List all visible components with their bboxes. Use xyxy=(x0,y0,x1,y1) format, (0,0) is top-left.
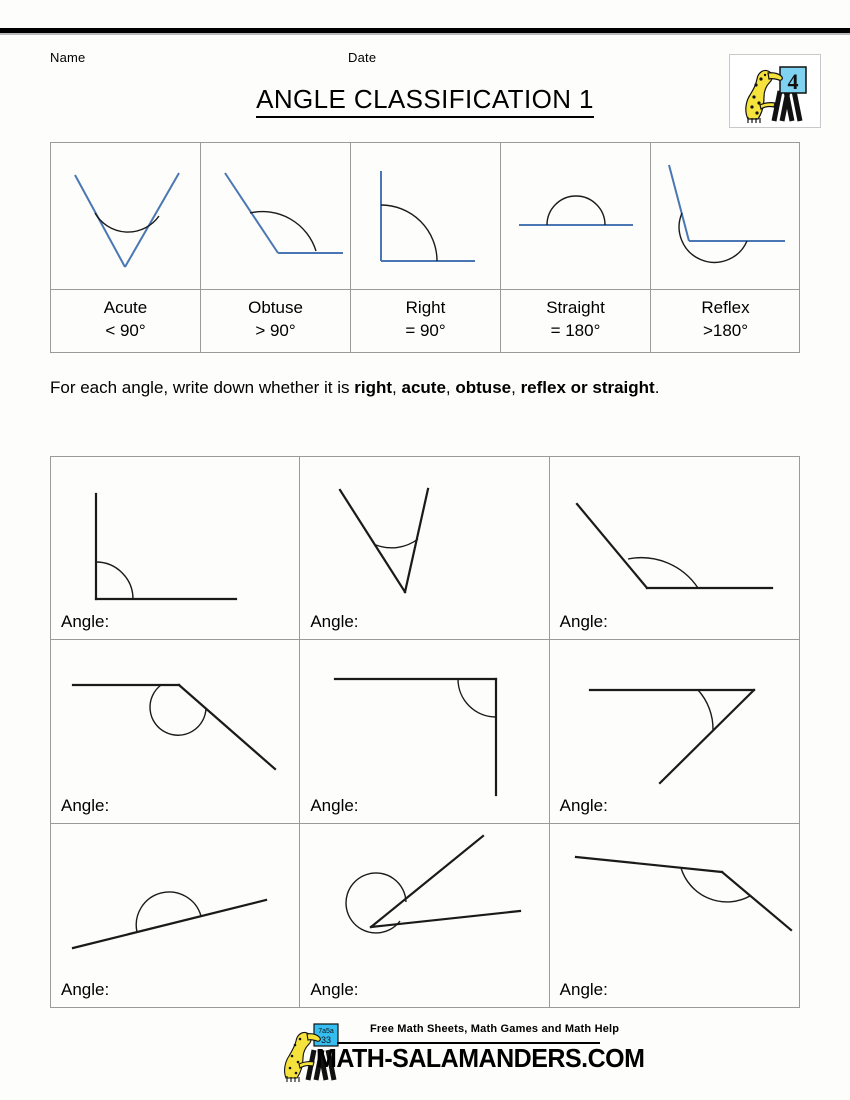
answer-label-8[interactable]: Angle: xyxy=(310,979,359,999)
footer-wordmark[interactable]: MATH-SALAMANDERS.COM xyxy=(316,1044,645,1074)
exercise-cell-7 xyxy=(51,824,300,1007)
reference-name-right: Right xyxy=(405,298,446,317)
exercise-cell-3 xyxy=(550,457,799,640)
instruction-text xyxy=(50,374,790,402)
reference-column-right xyxy=(351,143,501,352)
exercise-grid xyxy=(50,456,800,1008)
instruction-bold-right: right xyxy=(354,378,393,397)
grade-badge-number: 4 xyxy=(787,69,799,94)
exercise-cell-2 xyxy=(300,457,549,640)
reference-label-obtuse xyxy=(201,289,350,352)
exercise-cell-6 xyxy=(550,640,799,823)
acute-angle-diagram xyxy=(51,143,200,289)
reference-measure-obtuse: > 90° xyxy=(255,320,296,340)
instruction-bold-reflex-straight: reflex or straight xyxy=(520,378,655,397)
exercise-cell-4 xyxy=(51,640,300,823)
reference-label-acute xyxy=(51,289,200,352)
reflex-angle-diagram xyxy=(651,143,800,289)
reference-measure-reflex: >180° xyxy=(702,320,749,340)
page-top-rule-shadow xyxy=(0,33,850,35)
instruction-sep-1: , xyxy=(392,378,402,397)
reference-name-reflex: Reflex xyxy=(701,298,750,317)
answer-label-4[interactable]: Angle: xyxy=(61,795,110,815)
reference-column-acute xyxy=(51,143,201,352)
exercise-cell-1 xyxy=(51,457,300,640)
reference-name-obtuse: Obtuse xyxy=(248,298,303,317)
answer-label-1[interactable]: Angle: xyxy=(61,612,110,632)
answer-label-5[interactable]: Angle: xyxy=(310,795,359,815)
reference-label-reflex xyxy=(651,289,800,352)
instruction-part-1: For each angle, write down whether it is xyxy=(50,378,355,397)
straight-angle-diagram xyxy=(501,143,650,289)
exercise-cell-9 xyxy=(550,824,799,1007)
answer-label-3[interactable]: Angle: xyxy=(559,612,608,632)
page-title-text: ANGLE CLASSIFICATION 1 xyxy=(256,84,594,118)
salamander-logo-icon xyxy=(730,55,820,127)
instruction-sep-2: , xyxy=(445,378,456,397)
svg-text:7a5a: 7a5a xyxy=(318,1028,334,1035)
reference-measure-acute: < 90° xyxy=(105,320,146,340)
footer-tagline: Free Math Sheets, Math Games and Math Help xyxy=(370,1023,620,1035)
reference-measure-right: = 90° xyxy=(405,320,446,340)
reference-name-acute: Acute xyxy=(103,298,148,317)
reference-name-straight: Straight xyxy=(546,298,605,317)
exercise-cell-8 xyxy=(300,824,549,1007)
salamander-logo xyxy=(729,54,821,128)
reference-column-reflex xyxy=(651,143,800,352)
instruction-bold-obtuse: obtuse xyxy=(455,378,512,397)
obtuse-angle-diagram xyxy=(201,143,350,289)
reference-label-straight xyxy=(501,289,650,352)
answer-label-2[interactable]: Angle: xyxy=(310,612,359,632)
reference-column-obtuse xyxy=(201,143,351,352)
answer-label-6[interactable]: Angle: xyxy=(559,795,608,815)
instruction-end: . xyxy=(654,378,660,397)
instruction-bold-acute: acute xyxy=(401,378,446,397)
answer-label-9[interactable]: Angle: xyxy=(559,979,608,999)
answer-label-7[interactable]: Angle: xyxy=(61,979,110,999)
exercise-cell-5 xyxy=(300,640,549,823)
svg-text:33: 33 xyxy=(320,1035,332,1045)
page-title xyxy=(0,84,850,115)
name-field-label: Name xyxy=(50,50,86,65)
right-angle-diagram xyxy=(351,143,500,289)
angle-reference-table xyxy=(50,142,800,353)
reference-label-right xyxy=(351,289,500,352)
reference-measure-straight: = 180° xyxy=(550,320,601,340)
date-field-label: Date xyxy=(348,50,377,65)
instruction-sep-3: , xyxy=(511,378,521,397)
reference-column-straight xyxy=(501,143,651,352)
